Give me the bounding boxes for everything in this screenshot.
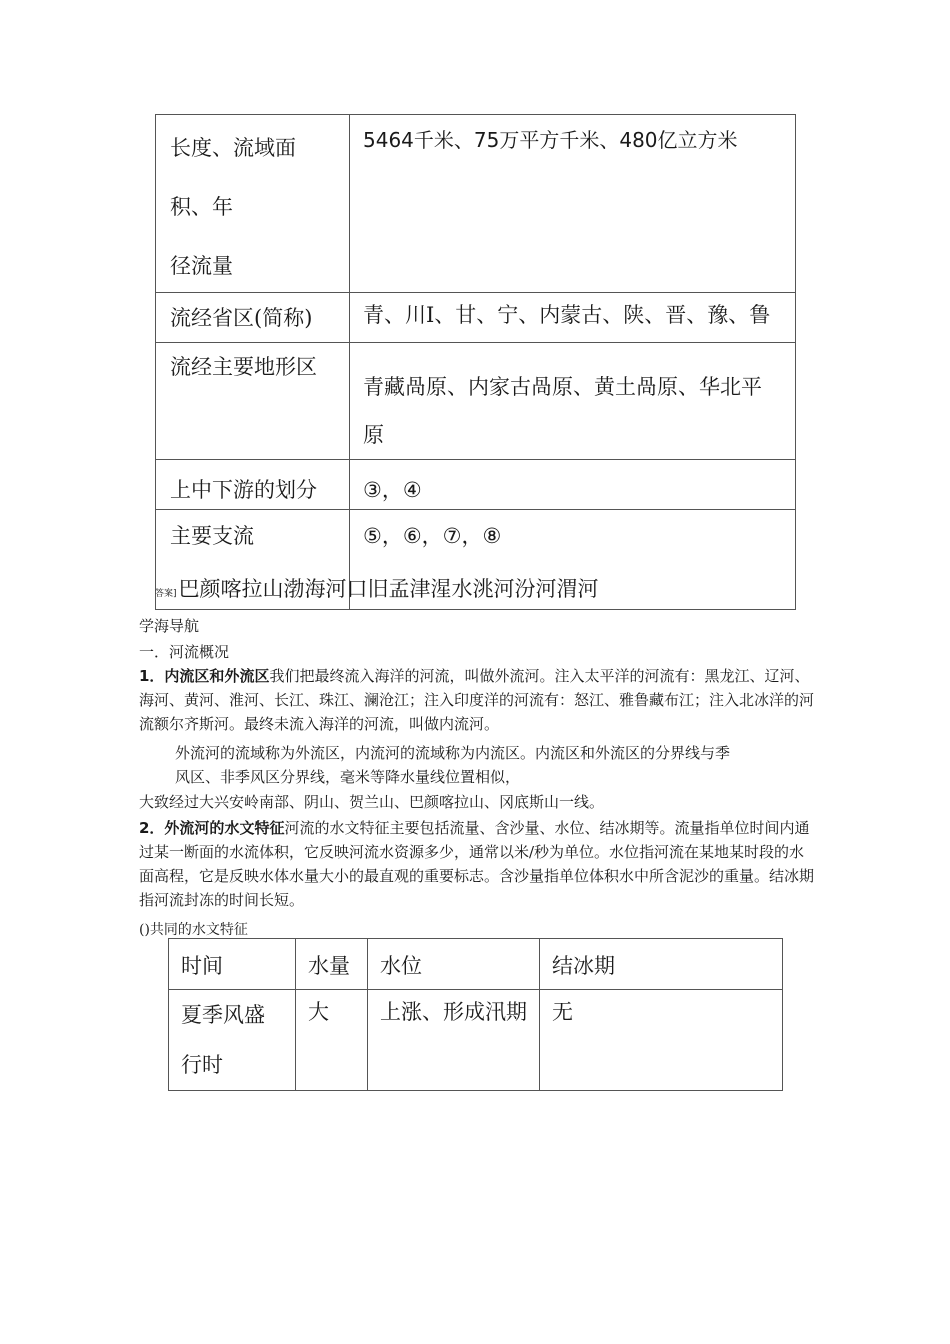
answer-text: 巴颜喀拉山渤海河口旧孟津湦水洮河汾河渭河 (178, 577, 599, 601)
row-label-length: 长度、流域面 积、年 径流量 (156, 115, 350, 293)
row-label-division: 上中下游的划分 (156, 460, 350, 510)
paragraph-hydrology: 2．外流河的水文特征河流的水文特征主要包括流量、含沙量、水位、结冰期等。流量指单位时间内通过某一断面的水流体积，它反映河流水资源多少，通常以米/秒为单位。水位指河流在某地某时段的水面高程，它是反映水体水量大小的最直观的重要标志。含沙量指单位体积水中所含泥沙的重量。结冰期指河流封冻的时间长短。 (139, 819, 815, 909)
row-label-terrain: 流经主要地形区 (156, 343, 350, 460)
hydrology-table (168, 938, 783, 1091)
table-row (156, 460, 796, 510)
table-row (156, 343, 796, 460)
paragraph-inner-outer-rivers: 1．内流区和外流区我们把最终流入海洋的河流，叫做外流河。注入太平洋的河流有：黑龙江、辽河、海河、黄河、淮河、长江、珠江、澜沧江；注入印度洋的河流有：怒江、雅鲁藏布江；注入北冰洋的河流额尔齐斯河。最终未流入海洋的河流，叫做内流河。 (139, 667, 815, 733)
cell-volume: 大 (296, 990, 368, 1091)
row-value-provinces: 青、川I、甘、宁、内蒙古、陕、晋、豫、鲁 (350, 293, 796, 343)
answer-tag: 答案] (155, 589, 177, 599)
header-freeze-period: 结冰期 (540, 939, 783, 990)
row-label-tributaries: 主要支流 (156, 510, 350, 610)
table-row (169, 990, 783, 1091)
row-label-provinces: 流经省区(简称) (156, 293, 350, 343)
header-time: 时间 (169, 939, 296, 990)
paragraph-title: 1．内流区和外流区 (139, 667, 270, 685)
row-value-division: ③，④ (350, 460, 796, 510)
table-row (156, 115, 796, 293)
header-volume: 水量 (296, 939, 368, 990)
cell-freeze-period: 无 (540, 990, 783, 1091)
header-water-level: 水位 (368, 939, 540, 990)
paragraph-basin-cont: 风区、非季风区分界线，毫米等降水量线位置相似， (175, 768, 521, 786)
table-header-row (169, 939, 783, 990)
row-value-tributaries: ⑤，⑥，⑦，⑧ (350, 510, 796, 610)
paragraph-common-features: ()共同的水文特征 (139, 922, 248, 938)
section-heading: 学海导航 (139, 617, 200, 635)
answer-line (155, 573, 599, 603)
row-value-terrain: 青藏咼原、内家古咼原、黄土咼原、华北平 原 (350, 343, 796, 460)
cell-time: 夏季风盛 行时 (169, 990, 296, 1091)
cell-water-level: 上涨、形成汛期 (368, 990, 540, 1091)
section-subheading: 一．河流概况 (139, 643, 230, 661)
table-row (156, 293, 796, 343)
paragraph-basin: 外流河的流域称为外流区，内流河的流域称为内流区。内流区和外流区的分界线与季 (175, 744, 731, 762)
paragraph-title: 2．外流河的水文特征 (139, 819, 285, 837)
paragraph-boundary: 大致经过大兴安岭南部、阴山、贺兰山、巴颜喀拉山、冈底斯山一线。 (139, 793, 605, 811)
row-value-length: 5464千米、75万平方千米、480亿立方米 (350, 115, 796, 293)
yellow-river-info-table (155, 114, 796, 610)
